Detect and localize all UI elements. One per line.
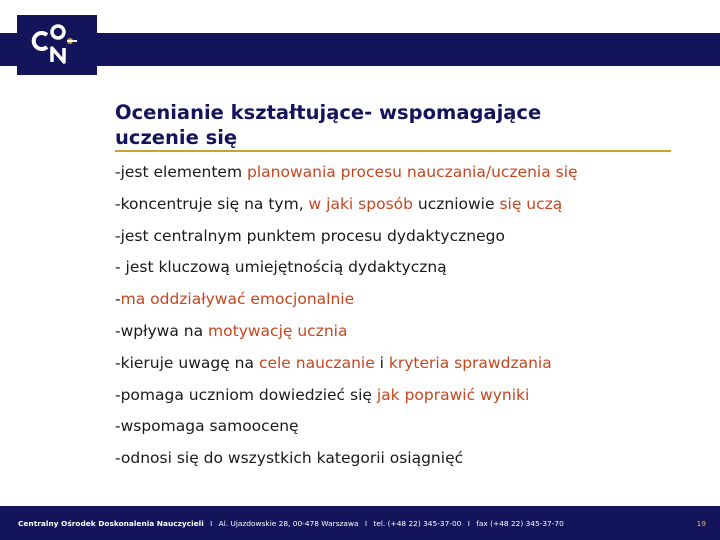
footer-separator: I	[364, 519, 368, 528]
footer-address: Al. Ujazdowskie 28, 00-478 Warszawa	[218, 519, 359, 528]
footer-organization: Centralny Ośrodek Doskonalenia Nauczycieli	[18, 519, 204, 528]
page-number: 19	[696, 519, 706, 528]
bullet-item	[115, 161, 705, 193]
bullet-item	[115, 384, 705, 416]
bullet-item	[115, 352, 705, 384]
bullet-text: i	[374, 353, 389, 372]
bullet-item	[115, 415, 705, 447]
bullet-item	[115, 225, 705, 257]
title-underline	[115, 150, 671, 152]
bullet-highlight: motywację ucznia	[208, 321, 348, 340]
con-logo-icon	[17, 15, 97, 75]
bullet-highlight: planowania procesu nauczania/uczenia się	[247, 163, 578, 181]
footer-separator: I	[467, 519, 470, 528]
logo-letter-o	[52, 26, 64, 38]
footer-fax: fax (+48 22) 345-37-70	[476, 519, 564, 528]
footer	[0, 508, 720, 540]
bullet-list	[115, 161, 705, 479]
bullet-item	[115, 256, 705, 288]
bullet-highlight: w jaki sposób	[308, 194, 413, 213]
bullet-highlight: cele nauczanie	[258, 353, 375, 372]
bullet-text: -kieruje uwagę na	[115, 353, 259, 372]
bullet-highlight: jak poprawić wyniki	[376, 385, 530, 404]
bullet-item	[115, 447, 705, 479]
bullet-item	[115, 320, 705, 352]
header-bar	[0, 33, 720, 66]
bullet-text: -odnosi się do wszystkich kategorii osiągnięć	[115, 449, 464, 468]
bullet-highlight: ma oddziaływać emocjonalnie	[120, 290, 355, 309]
slide-title-line-2: uczenie się	[115, 126, 238, 149]
bullet-text: -wpływa na	[115, 321, 209, 340]
logo-letter-n	[52, 48, 64, 62]
logo-letter-c	[34, 33, 47, 49]
logo-dash	[67, 40, 77, 42]
bullet-text: -jest centralnym punktem procesu dydaktycznego	[115, 226, 505, 245]
bullet-item	[115, 288, 705, 320]
bullet-highlight: kryteria sprawdzania	[388, 353, 552, 372]
bullet-text: -	[115, 290, 121, 309]
bullet-text: -wspomaga samoocenę	[115, 417, 299, 436]
bullet-text: -pomaga uczniom dowiedzieć się	[115, 385, 377, 404]
footer-text	[18, 519, 564, 528]
logo	[17, 15, 97, 75]
bullet-highlight: się uczą	[499, 194, 563, 213]
footer-phone: tel. (+48 22) 345-37-00	[373, 519, 462, 528]
slide-title-line-1: Ocenianie kształtujące- wspomagające	[115, 101, 542, 124]
bullet-text: - jest kluczową umiejętnością dydaktyczną	[115, 258, 447, 277]
bullet-item	[115, 193, 705, 225]
bullet-text: uczniowie	[412, 194, 500, 213]
slide-title	[115, 100, 675, 150]
bullet-text: -jest elementem	[115, 163, 247, 181]
footer-separator: I	[210, 519, 213, 528]
bullet-text: -koncentruje się na tym,	[115, 194, 309, 213]
